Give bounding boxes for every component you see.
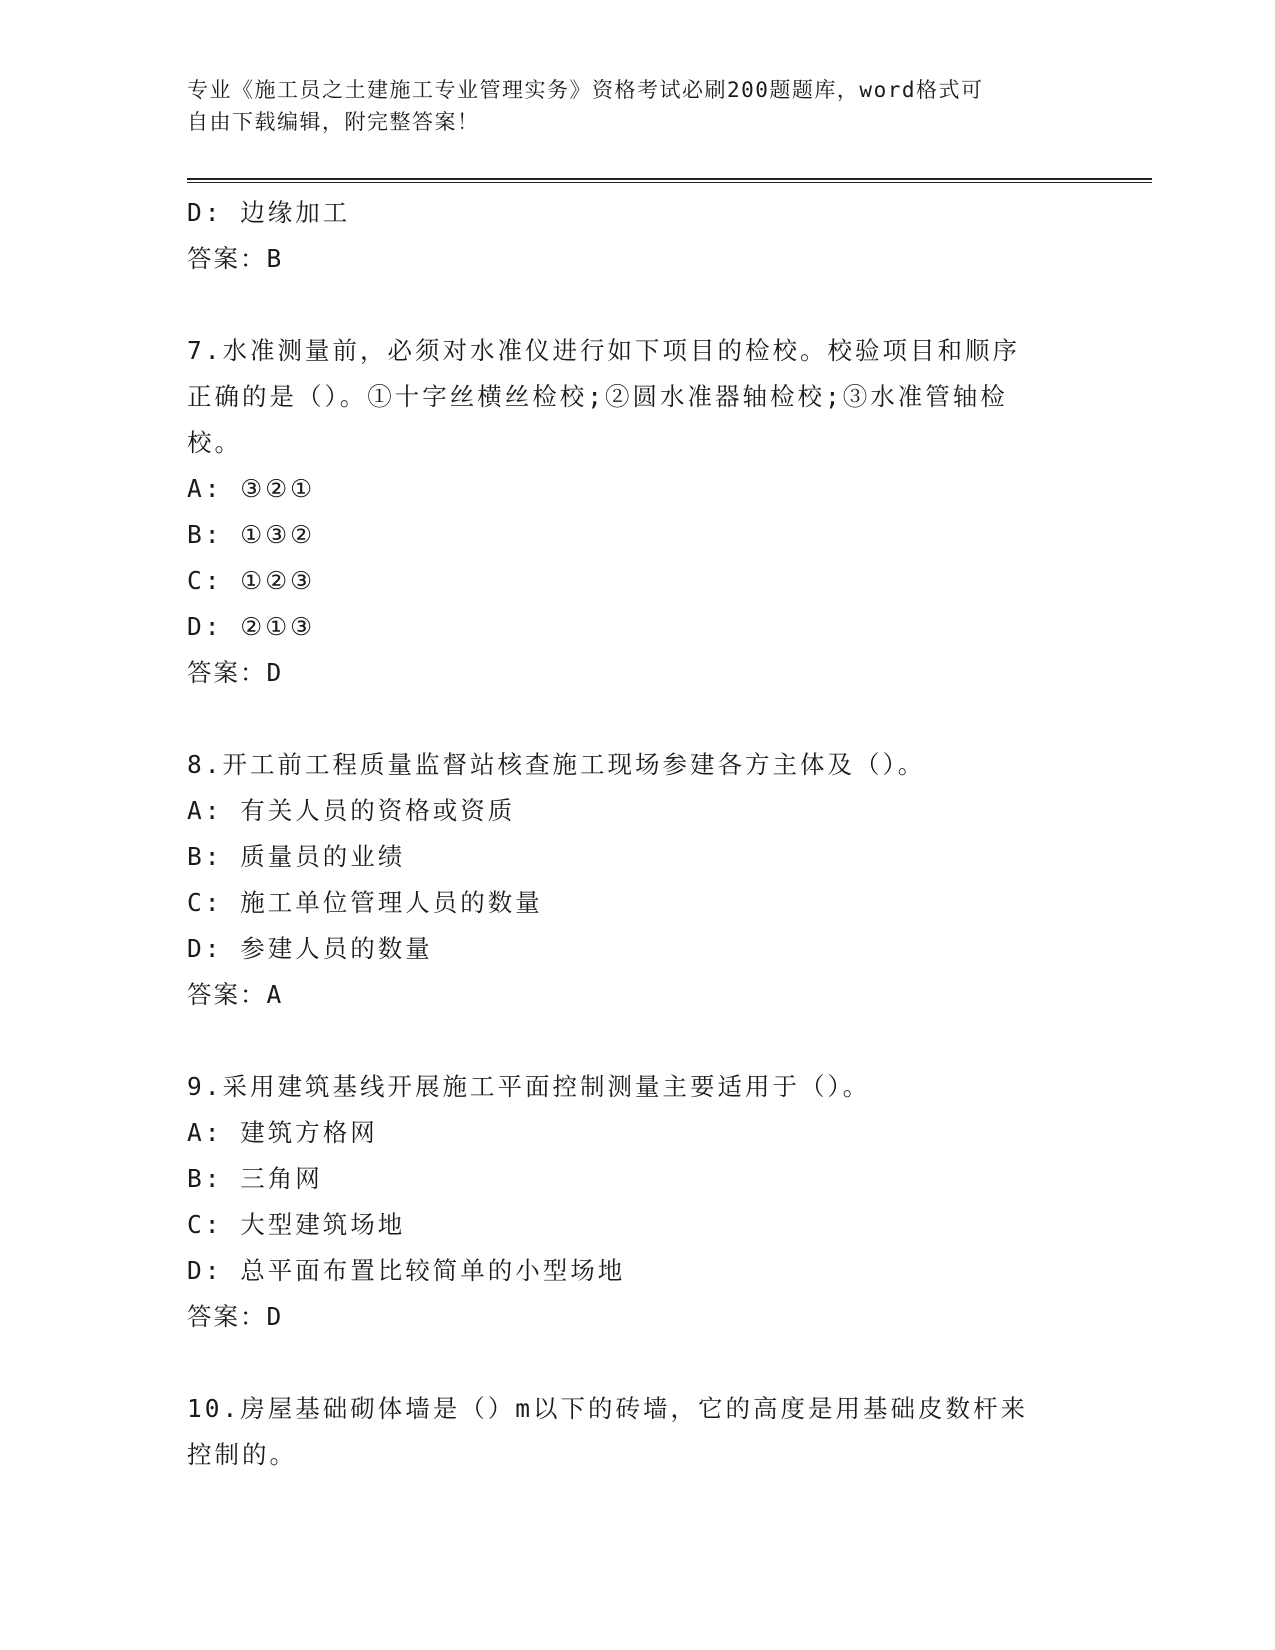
- prev-answer: 答案：B: [187, 244, 284, 273]
- question-list: [187, 190, 1067, 1478]
- header-divider-thin: [187, 182, 1152, 183]
- option-a: A: ③②①: [187, 474, 316, 503]
- prev-option-d: D: 边缘加工: [187, 198, 351, 227]
- question-stem: 控制的。: [187, 1440, 297, 1469]
- option-b: B: 三角网: [187, 1164, 323, 1193]
- option-b: B: ①③②: [187, 520, 316, 549]
- option-c: C: 大型建筑场地: [187, 1210, 406, 1239]
- answer: 答案：D: [187, 658, 284, 687]
- question-stem: 校。: [187, 428, 242, 457]
- header-divider-thick: [187, 178, 1152, 180]
- option-d: D: 参建人员的数量: [187, 934, 433, 963]
- option-c: C: ①②③: [187, 566, 316, 595]
- question-7: [187, 328, 1067, 696]
- spacer: [187, 696, 1067, 742]
- answer: 答案：D: [187, 1302, 284, 1331]
- question-10: [187, 1386, 1067, 1478]
- question-stem: 9.采用建筑基线开展施工平面控制测量主要适用于（）。: [187, 1072, 871, 1101]
- option-b: B: 质量员的业绩: [187, 842, 406, 871]
- document-header: 专业《施工员之土建施工专业管理实务》资格考试必刷200题题库，word格式可 自由下载编辑，附完整答案！: [187, 78, 984, 134]
- spacer: [187, 1018, 1067, 1064]
- option-c: C: 施工单位管理人员的数量: [187, 888, 543, 917]
- option-a: A: 有关人员的资格或资质: [187, 796, 516, 825]
- option-d: D: ②①③: [187, 612, 316, 641]
- option-d: D: 总平面布置比较简单的小型场地: [187, 1256, 626, 1285]
- question-stem: 7.水准测量前，必须对水准仪进行如下项目的检校。校验项目和顺序: [187, 336, 1020, 365]
- question-8: [187, 742, 1067, 1018]
- question-stem: 10.房屋基础砌体墙是（）m以下的砖墙，它的高度是用基础皮数杆来: [187, 1394, 1028, 1423]
- answer: 答案：A: [187, 980, 284, 1009]
- option-a: A: 建筑方格网: [187, 1118, 378, 1147]
- question-9: [187, 1064, 1067, 1340]
- spacer: [187, 282, 1067, 328]
- question-stem: 正确的是（）。①十字丝横丝检校;②圆水准器轴检校;③水准管轴检: [187, 382, 1008, 411]
- spacer: [187, 1340, 1067, 1386]
- question-stem: 8.开工前工程质量监督站核查施工现场参建各方主体及（）。: [187, 750, 926, 779]
